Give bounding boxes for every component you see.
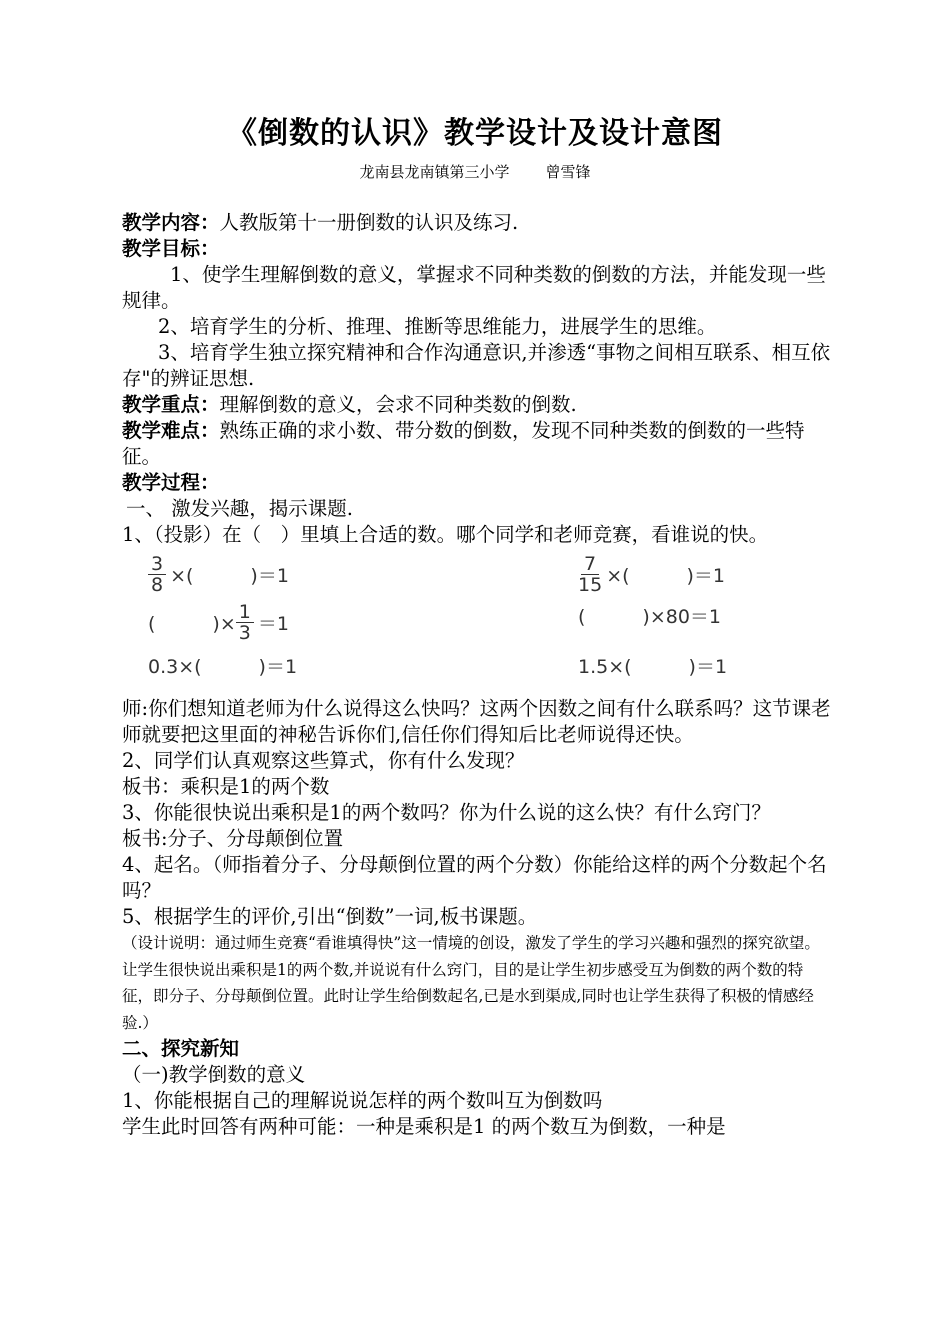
design-note: （设计说明：通过师生竞赛“看谁填得快”这一情境的创设，激发了学生的学习兴趣和强烈的探究欲望。让学生很快说出乘积是1的两个数,并说说有什么窍门，目的是让学生初步感受互为倒数的两个数的特征，即分子、分母颠倒位置。此时让学生给倒数起名,已是水到渠成,同时也让学生获得了积极的情感经验.） [122, 934, 820, 1032]
question-4: 4、起名。（师指着分子、分母颠倒位置的两个分数）你能给这样的两个分数起个名吗？ [122, 853, 827, 902]
board-note-2: 板书:分子、分母颠倒位置 [122, 827, 344, 850]
teaching-content-text: 人教版第十一册倒数的认识及练习. [219, 211, 519, 234]
equation-rest: ×( )＝1 [170, 565, 289, 587]
goal-2: 2、培育学生的分析、推理、推断等思维能力，进展学生的思维。 [158, 315, 717, 338]
goal-3: 3、培育学生独立探究精神和合作沟通意识,并渗透“事物之间相互联系、相互依存"的辨证思想. [122, 341, 831, 390]
denominator: 3 [238, 622, 251, 644]
process-heading: 教学过程： [122, 471, 220, 494]
equation-rest: ＝1 [257, 613, 289, 635]
author-line [0, 161, 950, 182]
subsection-1-heading: （一)教学倒数的意义 [122, 1063, 306, 1086]
document-title: 《倒数的认识》教学设计及设计意图 [227, 116, 723, 151]
equation-2 [578, 554, 725, 595]
numerator: 7 [581, 554, 599, 575]
section-2-question-1: 1、你能根据自己的理解说说怎样的两个数叫互为倒数吗 [122, 1089, 603, 1112]
step1-heading: 一、 激发兴趣，揭示课题. [126, 497, 353, 520]
section-2-text: 学生此时回答有两种可能：一种是乘积是1 的两个数互为倒数，一种是 [122, 1115, 726, 1138]
teaching-content [122, 210, 832, 236]
author-name: 曾雪锋 [545, 163, 591, 181]
denominator: 8 [151, 574, 164, 596]
fraction [148, 554, 166, 595]
denominator: 15 [578, 574, 603, 596]
key-label: 教学重点： [122, 393, 220, 416]
question-5: 5、根据学生的评价,引出“倒数”一词,板书课题。 [122, 905, 538, 928]
equation-5: 0.3×( )＝1 [148, 656, 298, 678]
fraction [236, 602, 254, 643]
equation-6: 1.5×( )＝1 [578, 656, 728, 678]
equation-rest: ×( )＝1 [606, 565, 726, 587]
board-note-1: 板书：乘积是1的两个数 [122, 775, 330, 798]
question-1: 1、（投影）在（ ）里填上合适的数。哪个同学和老师竞赛，看谁说的快。 [122, 523, 769, 546]
goals-heading: 教学目标： [122, 237, 220, 260]
numerator: 1 [236, 602, 254, 623]
goal-1: 1、使学生理解倒数的意义，掌握求不同种类数的倒数的方法，并能发现一些规律。 [122, 263, 826, 312]
difficulty-text: 熟练正确的求小数、带分数的倒数，发现不同种类数的倒数的一些特征。 [122, 419, 805, 468]
numerator: 3 [148, 554, 166, 575]
teacher-talk: 师:你们想知道老师为什么说得这么快吗？这两个因数之间有什么联系吗？这节课老师就要把这里面的神秘告诉你们,信任你们得知后比老师说得还快。 [122, 697, 831, 746]
equation-4: ( )×80＝1 [578, 606, 722, 628]
question-3: 3、你能很快说出乘积是1的两个数吗？你为什么说的这么快？有什么窍门？ [122, 801, 771, 824]
equation-3 [148, 602, 289, 643]
key-point [122, 392, 832, 418]
equation-prefix: ( )× [148, 613, 236, 635]
question-2: 2、同学们认真观察这些算式，你有什么发现？ [122, 749, 525, 772]
difficulty-label: 教学难点： [122, 419, 220, 442]
author-school: 龙南县龙南镇第三小学 [359, 163, 510, 181]
document-body [122, 210, 832, 1140]
equation-grid [122, 552, 832, 692]
difficulty-point [122, 418, 832, 470]
fraction [578, 554, 602, 595]
section-2-heading: 二、探究新知 [122, 1037, 240, 1060]
key-text: 理解倒数的意义，会求不同种类数的倒数. [219, 393, 577, 416]
equation-1 [148, 554, 289, 595]
teaching-content-label: 教学内容： [122, 211, 220, 234]
